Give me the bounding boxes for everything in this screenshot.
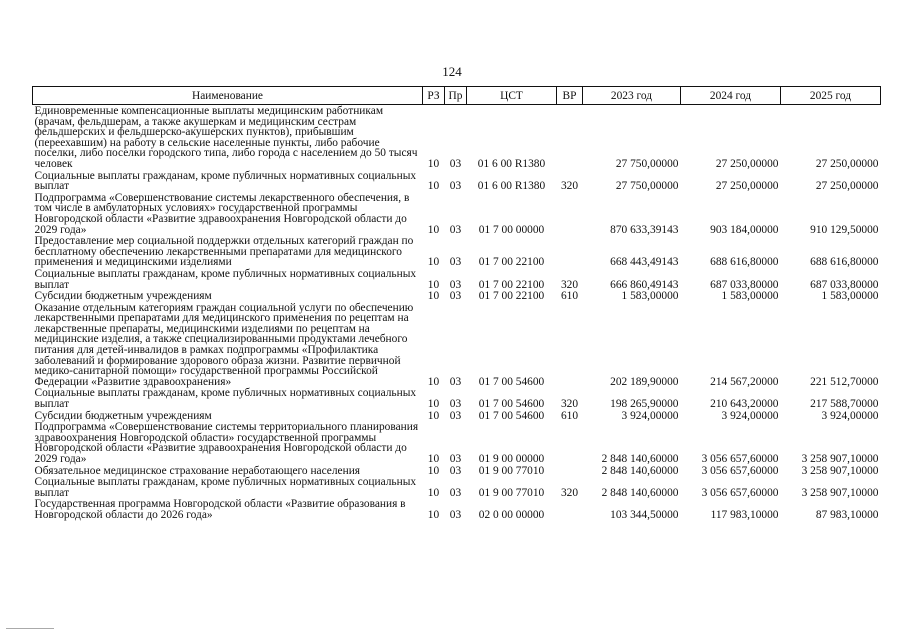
cell-2024: 3 056 657,60000: [701, 464, 779, 477]
cell-2023: 2 848 140,60000: [601, 486, 679, 499]
cell-2024: 688 616,80000: [710, 256, 779, 269]
cell-2023: 27 750,00000: [615, 157, 679, 170]
header-2023: 2023 год: [583, 87, 681, 105]
cell-2023: 668 443,49143: [610, 256, 679, 269]
cell-rz: 10: [427, 375, 440, 388]
cell-2024: 687 033,80000: [710, 278, 779, 291]
cell-2024: 214 567,20000: [710, 375, 779, 388]
cell-name: Государственная программа Новгородской области «Развитие образования в Новгородской области до 2026 года»: [34, 498, 406, 521]
cell-vr: 320: [560, 486, 579, 499]
cell-name: Единовременные компенсационные выплаты медицинским работникам (врачам, фельдшерам, а также акушеркам и медицинским сестрам фельдшерских и фельдшерско-акушерских пунктов), прибывшим (переехавшим) на работу в сельские населенные пункты, либо рабочие поселки, либо поселки городского типа, либо города с населением до 50 тысяч человек: [34, 105, 418, 170]
header-2025: 2025 год: [781, 87, 881, 105]
cell-pr: 03: [449, 486, 462, 499]
cell-2023: 3 924,00000: [621, 409, 679, 422]
cell-2025: 910 129,50000: [810, 223, 879, 236]
table-body: [33, 105, 881, 521]
cell-pr: 03: [449, 180, 462, 193]
cell-2024: 903 184,00000: [710, 223, 779, 236]
cell-rz: 10: [427, 290, 440, 303]
cell-vr: [557, 235, 583, 268]
cell-rz: 10: [427, 157, 440, 170]
header-rz: РЗ: [423, 87, 445, 105]
cell-2023: 2 848 140,60000: [601, 464, 679, 477]
cell-2023: 870 633,39143: [610, 223, 679, 236]
table-row: [33, 387, 881, 409]
table-row: [33, 268, 881, 290]
cell-2024: 3 056 657,60000: [701, 486, 779, 499]
cell-cst: 01 7 00 22100: [478, 278, 545, 291]
cell-name: Оказание отдельным категориям граждан социальной услуги по обеспечению лекарственными препаратами для медицинского применения по рецептам на лекарственные препараты, медицинскими изделиями по рецептам на медицинские изделия, а также специализированными продуктами лечебного питания для детей-инвалидов в рамках подпрограммы «Профилактика заболеваний и формирование здорового образа жизни. Развитие первичной медико-санитарной помощи» государственной программы Российской Федерации «Развитие здравоохранения»: [34, 301, 414, 388]
cell-pr: 03: [449, 398, 462, 411]
cell-vr: [557, 465, 583, 477]
cell-2024: 117 983,10000: [710, 508, 779, 521]
cell-name: Субсидии бюджетным учреждениям: [34, 409, 212, 422]
cell-2025: 3 258 907,10000: [801, 486, 879, 499]
cell-cst: 01 9 00 77010: [478, 486, 545, 499]
cell-cst: 02 0 00 00000: [478, 508, 545, 521]
table-row: [33, 498, 881, 520]
table-row: [33, 290, 881, 302]
cell-name: Социальные выплаты гражданам, кроме публичных нормативных социальных выплат: [34, 476, 417, 499]
header-name: Наименование: [33, 87, 423, 105]
table-row: [33, 421, 881, 464]
cell-2023: 2 848 140,60000: [601, 453, 679, 465]
cell-2024: 210 643,20000: [710, 398, 779, 411]
cell-vr: [557, 302, 583, 388]
cell-name: Подпрограмма «Совершенствование системы территориального планирования здравоохранения Новгородской области» государственной программы Новгородской области «Развитие здравоохранения Новгородской области до 2029 года»: [34, 421, 419, 465]
cell-2023: 27 750,00000: [615, 180, 679, 193]
cell-cst: 01 9 00 77010: [478, 464, 545, 477]
cell-2025: 3 924,00000: [821, 409, 879, 422]
cell-name: Социальные выплаты гражданам, кроме публичных нормативных социальных выплат: [34, 267, 417, 291]
cell-vr: 610: [560, 290, 579, 303]
cell-pr: 03: [449, 375, 462, 388]
header-2024: 2024 год: [681, 87, 781, 105]
cell-cst: 01 7 00 54600: [478, 398, 545, 411]
cell-2023: 666 860,49143: [610, 278, 679, 291]
cell-cst: 01 7 00 22100: [478, 290, 545, 303]
cell-vr: [557, 105, 583, 170]
table-row: [33, 302, 881, 388]
cell-2023: 103 344,50000: [610, 508, 679, 521]
cell-pr: 03: [449, 278, 462, 291]
table-row: [33, 235, 881, 268]
cell-2025: 27 250,00000: [815, 157, 879, 170]
cell-rz: 10: [427, 278, 440, 291]
cell-2023: 202 189,90000: [610, 375, 679, 388]
cell-vr: 320: [560, 278, 579, 291]
cell-2025: 1 583,00000: [821, 290, 879, 303]
cell-2025: 217 588,70000: [810, 398, 879, 411]
cell-vr: [557, 421, 583, 464]
cell-2024: 3 924,00000: [721, 409, 779, 422]
cell-vr: 610: [560, 409, 579, 422]
cell-pr: 03: [449, 453, 462, 465]
table-row: [33, 465, 881, 477]
header-cst: ЦСТ: [467, 87, 557, 105]
cell-rz: 10: [427, 256, 440, 269]
cell-rz: 10: [427, 464, 440, 477]
cell-name: Субсидии бюджетным учреждениям: [34, 290, 212, 303]
cell-2024: 1 583,00000: [721, 290, 779, 303]
cell-name: Социальные выплаты гражданам, кроме публичных нормативных социальных выплат: [34, 387, 417, 411]
cell-2024: 27 250,00000: [715, 157, 779, 170]
cell-name: Обязательное медицинское страхование неработающего населения: [34, 464, 361, 477]
footnote-separator: [6, 628, 54, 629]
cell-rz: 10: [427, 398, 440, 411]
cell-cst: 01 6 00 R1380: [477, 180, 546, 193]
cell-2025: 87 983,10000: [815, 508, 879, 521]
cell-2025: 3 258 907,10000: [801, 453, 879, 465]
cell-rz: 10: [427, 453, 440, 465]
cell-rz: 10: [427, 409, 440, 422]
cell-pr: 03: [449, 223, 462, 236]
cell-cst: 01 7 00 00000: [478, 223, 545, 236]
table-header-row: [33, 87, 881, 105]
cell-vr: 320: [560, 180, 579, 193]
cell-2023: 198 265,90000: [610, 398, 679, 411]
cell-cst: 01 6 00 R1380: [477, 157, 546, 170]
cell-cst: 01 9 00 00000: [478, 453, 545, 465]
cell-cst: 01 7 00 54600: [478, 409, 545, 422]
cell-vr: 320: [560, 398, 579, 411]
table-row: [33, 476, 881, 498]
header-pr: Пр: [445, 87, 467, 105]
cell-rz: 10: [427, 486, 440, 499]
budget-table: [32, 86, 881, 521]
cell-2025: 3 258 907,10000: [801, 464, 879, 477]
cell-pr: 03: [449, 157, 462, 170]
cell-2025: 221 512,70000: [810, 375, 879, 388]
cell-pr: 03: [449, 290, 462, 303]
cell-pr: 03: [449, 508, 462, 521]
cell-2025: 688 616,80000: [810, 256, 879, 269]
cell-2023: 1 583,00000: [621, 290, 679, 303]
table-row: [33, 192, 881, 235]
cell-vr: [557, 498, 583, 520]
cell-cst: 01 7 00 54600: [478, 375, 545, 388]
cell-2025: 687 033,80000: [810, 278, 879, 291]
cell-vr: [557, 192, 583, 235]
table-row: [33, 410, 881, 422]
cell-2024: 27 250,00000: [715, 180, 779, 193]
cell-2024: 3 056 657,60000: [701, 453, 779, 465]
page-number: 124: [442, 64, 462, 79]
header-vr: ВР: [557, 87, 583, 105]
cell-2025: 27 250,00000: [815, 180, 879, 193]
cell-cst: 01 7 00 22100: [478, 256, 545, 269]
cell-rz: 10: [427, 223, 440, 236]
table-row: [33, 105, 881, 170]
cell-name: Предоставление мер социальной поддержки отдельных категорий граждан по бесплатному обеспечению лекарственными препаратами для медицинского применения и медицинскими изделиями: [34, 235, 414, 269]
cell-name: Социальные выплаты гражданам, кроме публичных нормативных социальных выплат: [34, 169, 417, 193]
cell-pr: 03: [449, 409, 462, 422]
cell-pr: 03: [449, 256, 462, 269]
cell-rz: 10: [427, 508, 440, 521]
cell-name: Подпрограмма «Совершенствование системы лекарственного обеспечения, в том числе в амбулаторных условиях» государственной программы Новгородской области «Развитие здравоохранения Новгородской области до 2029 года»: [34, 191, 410, 236]
cell-pr: 03: [449, 464, 462, 477]
cell-rz: 10: [427, 180, 440, 193]
table-row: [33, 170, 881, 192]
